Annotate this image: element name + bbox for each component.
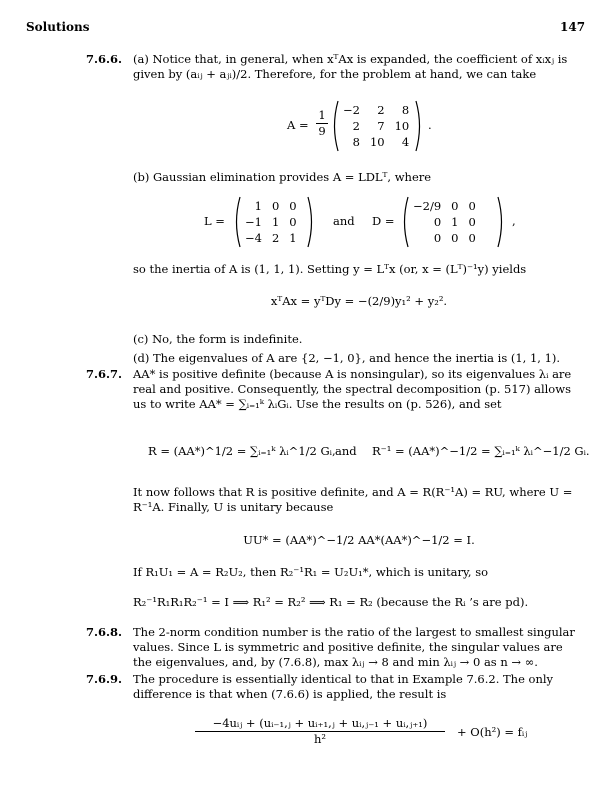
matrix-cell: 10 — [369, 134, 385, 149]
matrix-cell: 7 — [377, 118, 385, 133]
right-paren — [414, 100, 424, 152]
exercise-number-767: 7.6.7. — [86, 367, 123, 381]
matrix-cell: 0 — [468, 198, 476, 213]
inverse-sqrt-equation: R⁻¹ = (AA*)^−1/2 = ∑ᵢ₌₁ᵏ λᵢ^−1/2 Gᵢ. — [372, 444, 590, 458]
matrix-cell: 0 — [433, 214, 442, 229]
sqrt-equation: R = (AA*)^1/2 = ∑ᵢ₌₁ᵏ λᵢ^1/2 Gᵢ, — [148, 444, 336, 458]
right-paren — [306, 196, 316, 248]
matrix-cell: 1 — [451, 214, 459, 229]
period: . — [428, 118, 432, 132]
part-b-text: (b) Gaussian elimination provides A = LDLᵀ, where — [133, 170, 432, 184]
part-a-text: (a) Notice that, in general, when xᵀAx is expanded, the coefficient of xᵢxⱼ is given by (aᵢⱼ + aⱼᵢ)/2. Therefore, for the problem at hand, we can take — [133, 52, 568, 81]
matrix-cell: 0 — [468, 230, 476, 245]
matrix-cell: 2 — [377, 102, 385, 117]
fraction-denominator: h² — [195, 731, 445, 747]
matrix-cell: 0 — [433, 230, 442, 245]
uniqueness-equation: R₂⁻¹R₁R₁R₂⁻¹ = I ⟹ R₁² = R₂² ⟹ R₁ = R₂ (because the Rᵢ ’s are pd). — [133, 595, 529, 609]
exercise-number-768: 7.6.8. — [86, 625, 123, 639]
matrix-cell: −2 — [343, 102, 360, 117]
matrix-cell: −1 — [245, 214, 262, 229]
fraction-denominator: 9 — [316, 123, 328, 139]
difference-equation-fraction — [195, 716, 445, 747]
matrix-cell: 10 — [394, 118, 410, 133]
unitary-equation: UU* = (AA*)^−1/2 AA*(AA*)^−1/2 = I. — [243, 533, 475, 547]
matrix-cell: 8 — [401, 102, 410, 117]
exercise-767-text-3: If R₁U₁ = A = R₂U₂, then R₂⁻¹R₁ = U₂U₁*, which is unitary, so — [133, 565, 489, 579]
matrix-cell: 2 — [271, 230, 280, 245]
exercise-768-text: The 2-norm condition number is the ratio of the largest to smallest singular values. Since L is symmetric and positive definite, the singular values are the eigenvalues, and, by (7.6.8), max λᵢⱼ → 8 and min λᵢⱼ → 0 as n → ∞. — [133, 625, 575, 669]
quadratic-form-equation: xᵀAx = yᵀDy = −(2/9)y₁² + y₂². — [270, 294, 448, 308]
matrix-a-lhs: A = — [287, 118, 309, 132]
matrix-cell: 1 — [271, 214, 280, 229]
part-c-text: (c) No, the form is indefinite. — [133, 332, 303, 346]
exercise-number-769: 7.6.9. — [86, 672, 123, 686]
exercise-767-text-2: It now follows that R is positive definite, and A = R(R⁻¹A) = RU, where U = R⁻¹A. Finally, U is unitary because — [133, 485, 573, 514]
matrix-l — [240, 198, 302, 246]
matrix-cell: −2/9 — [413, 198, 442, 213]
matrix-cell: −4 — [245, 230, 262, 245]
page-number: 147 — [560, 20, 586, 34]
matrix-a — [338, 102, 414, 150]
matrix-cell: 0 — [451, 230, 459, 245]
and-word: and — [335, 444, 357, 458]
matrix-cell: 4 — [401, 134, 410, 149]
matrix-cell: 0 — [271, 198, 280, 213]
inertia-text: so the inertia of A is (1, 1, 1). Setting y = Lᵀx (or, x = (Lᵀ)⁻¹y) yields — [133, 262, 527, 276]
matrix-d-lhs: D = — [372, 214, 395, 228]
comma: , — [512, 214, 516, 228]
matrix-cell: 1 — [254, 198, 262, 213]
matrix-cell: 2 — [352, 118, 360, 133]
matrix-cell: 0 — [451, 198, 459, 213]
matrix-cell: 8 — [352, 134, 360, 149]
fraction-a — [316, 108, 328, 139]
fraction-numerator: 1 — [318, 108, 326, 122]
right-paren — [496, 196, 506, 248]
matrix-cell: 0 — [468, 214, 476, 229]
exercise-767-text-1: AA* is positive definite (because A is nonsingular), so its eigenvalues λᵢ are real and positive. Consequently, the spectral decomposition (p. 517) allows us to write AA* = ∑ᵢ₌₁ᵏ λᵢGᵢ. Use the results on (p. 526), and set — [133, 367, 572, 411]
matrix-d — [408, 198, 481, 246]
and-word: and — [333, 214, 355, 228]
exercise-number-766: 7.6.6. — [86, 52, 123, 66]
running-head: Solutions — [26, 20, 90, 34]
fraction-numerator: −4uᵢⱼ + (uᵢ₋₁,ⱼ + uᵢ₊₁,ⱼ + uᵢ,ⱼ₋₁ + uᵢ,ⱼ₊₁) — [212, 716, 428, 730]
matrix-cell: 0 — [289, 198, 297, 213]
matrix-cell: 0 — [289, 214, 297, 229]
difference-equation-rhs: + O(h²) = fᵢⱼ — [457, 725, 528, 739]
part-d-text: (d) The eigenvalues of A are {2, −1, 0}, and hence the inertia is (1, 1, 1). — [133, 351, 561, 365]
matrix-cell: 1 — [289, 230, 297, 245]
matrix-l-lhs: L = — [204, 214, 225, 228]
exercise-769-text: The procedure is essentially identical to that in Example 7.6.2. The only difference is that when (7.6.6) is applied, the result is — [133, 672, 554, 701]
